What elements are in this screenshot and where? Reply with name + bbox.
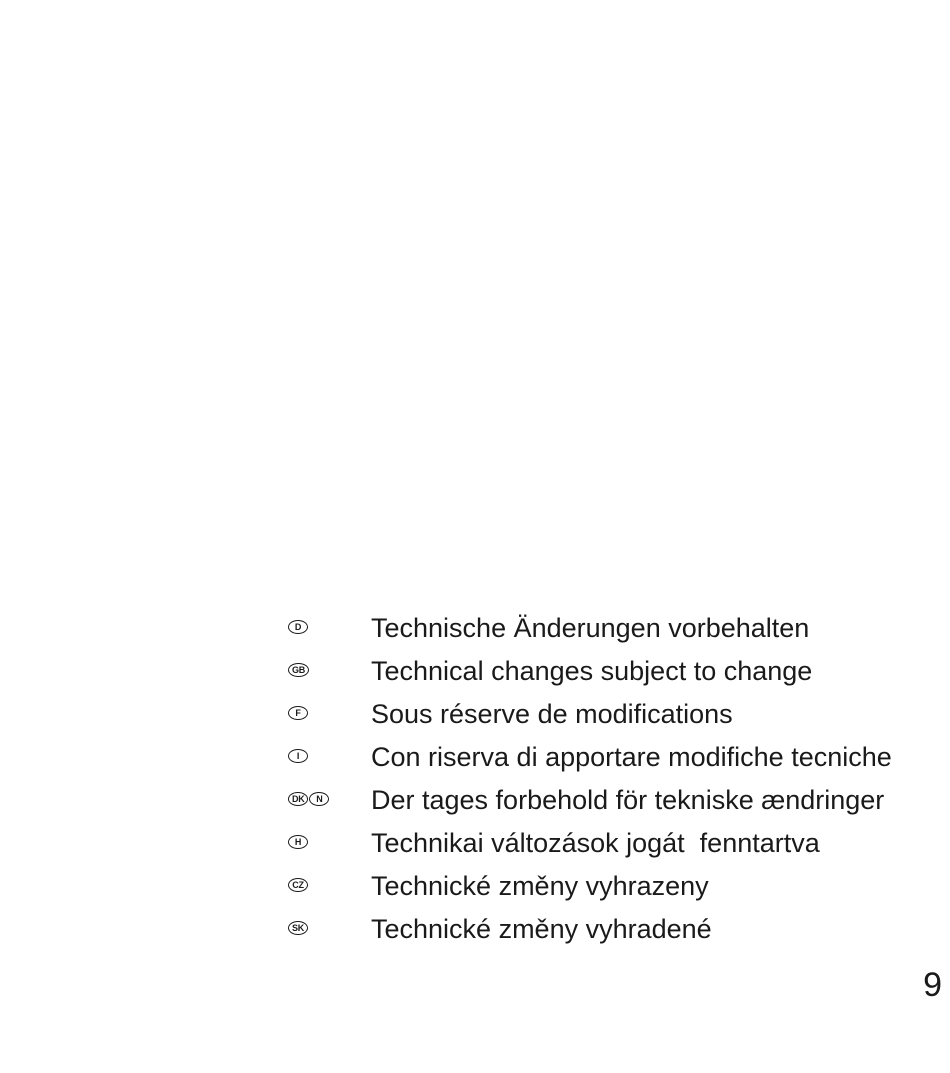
country-badges — [288, 747, 309, 765]
page-number: 9 — [923, 966, 942, 1004]
country-code-badge-n: N — [309, 792, 329, 806]
notice-text-hu: Technikai változások jogát fenntartva — [371, 828, 820, 858]
country-badges — [288, 919, 309, 937]
country-badges — [288, 876, 309, 894]
notice-row-fr — [288, 694, 928, 737]
country-code-badge-gb: GB — [288, 663, 309, 677]
country-code-badge-f: F — [288, 706, 308, 720]
notice-row-hu — [288, 823, 928, 866]
notice-text-dk-n: Der tages forbehold för tekniske ændringer — [371, 785, 885, 815]
technical-changes-notice-list — [288, 608, 928, 952]
notice-text-de: Technische Änderungen vorbehalten — [371, 613, 810, 643]
notice-row-it — [288, 737, 928, 780]
notice-text-cz: Technické změny vyhrazeny — [371, 871, 709, 901]
country-code-badge-cz: CZ — [288, 878, 308, 892]
notice-text-it: Con riserva di apportare modifiche tecniche — [371, 742, 892, 772]
country-badges — [288, 833, 309, 851]
country-code-badge-d: D — [288, 620, 308, 634]
notice-row-cz — [288, 866, 928, 909]
country-badges — [288, 790, 330, 808]
country-code-badge-h: H — [288, 835, 308, 849]
country-badges — [288, 704, 309, 722]
country-badges — [288, 661, 310, 679]
notice-row-de — [288, 608, 928, 651]
country-code-badge-i: I — [288, 749, 308, 763]
country-code-badge-dk: DK — [288, 792, 308, 806]
country-badges — [288, 618, 309, 636]
notice-row-dk-n — [288, 780, 928, 823]
country-code-badge-sk: SK — [288, 921, 308, 935]
notice-text-gb: Technical changes subject to change — [371, 656, 813, 686]
notice-row-gb — [288, 651, 928, 694]
notice-text-sk: Technické změny vyhradené — [371, 914, 712, 944]
notice-text-fr: Sous réserve de modifications — [371, 699, 733, 729]
notice-row-sk — [288, 909, 928, 952]
